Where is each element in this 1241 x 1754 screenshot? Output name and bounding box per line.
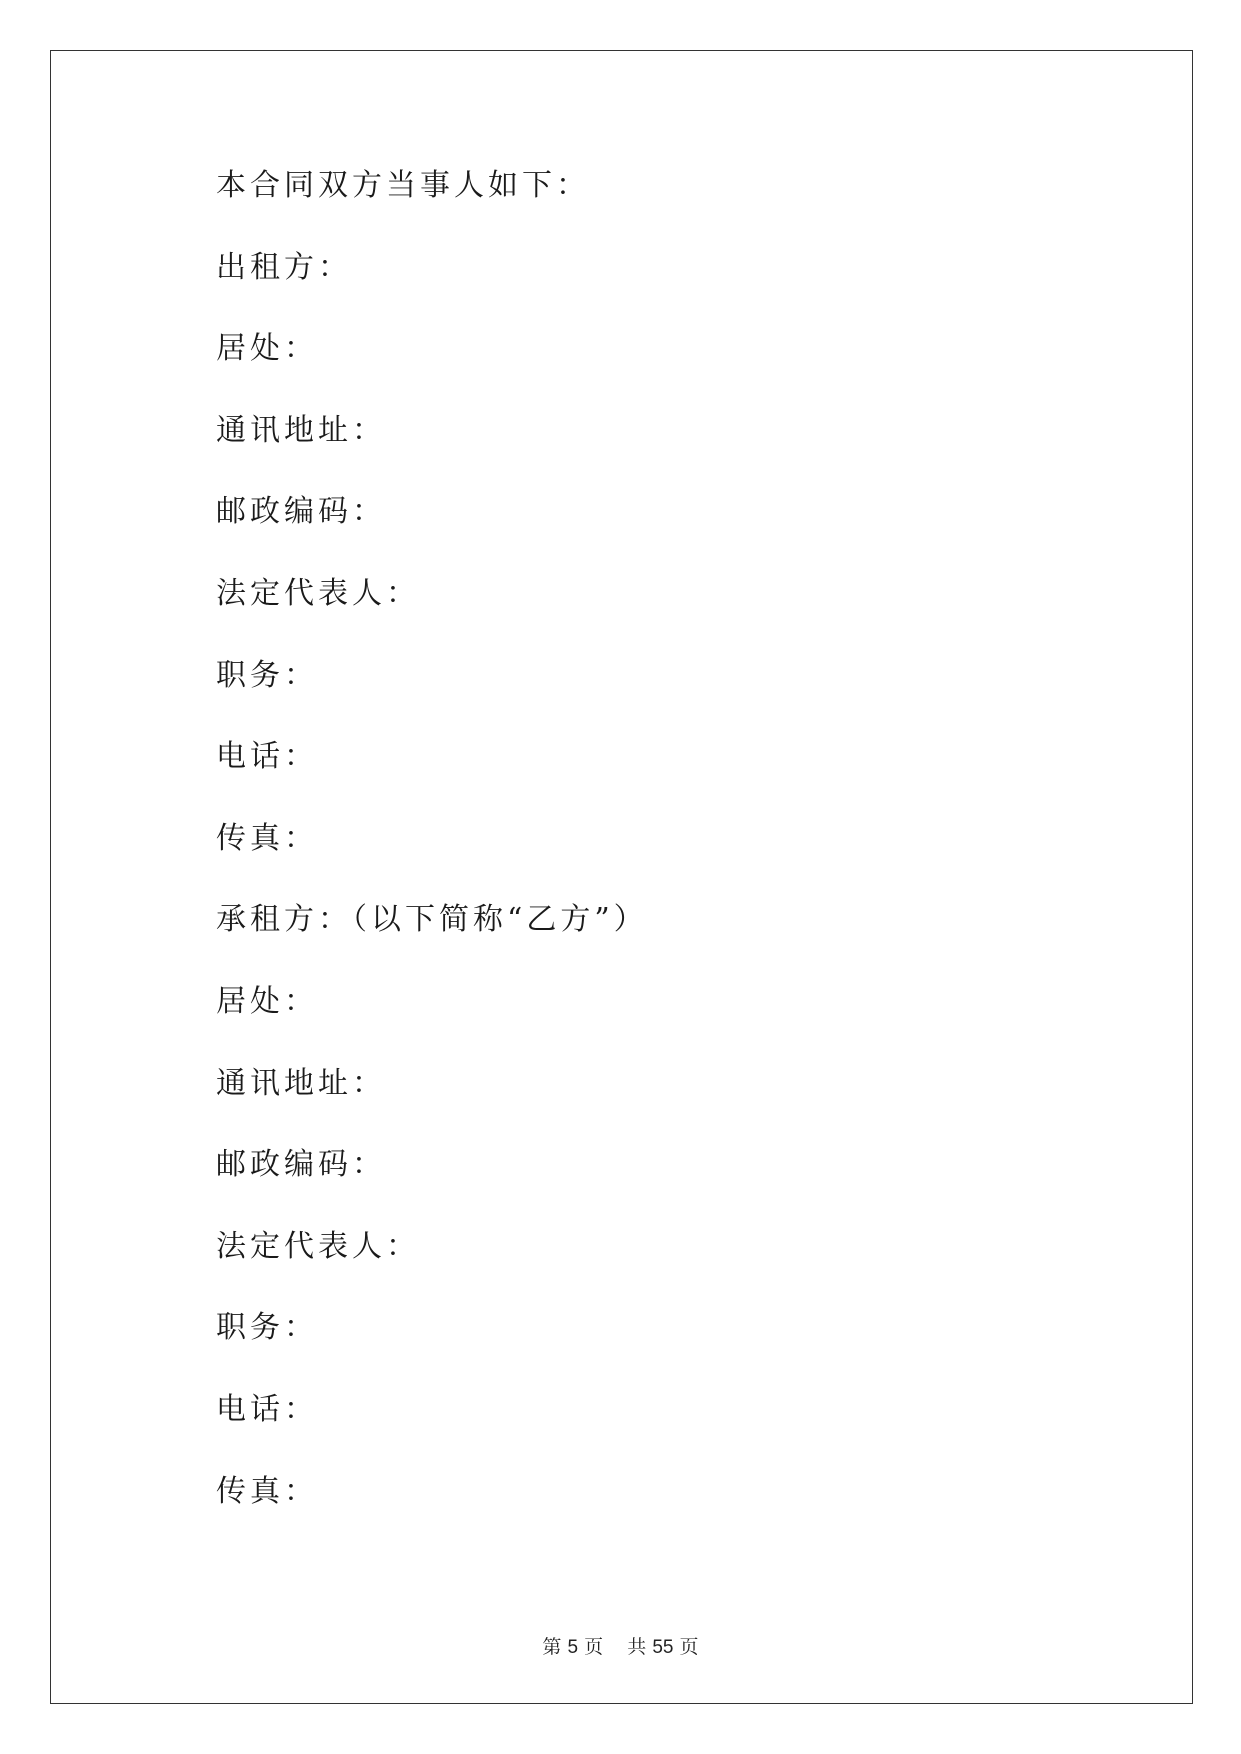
lessee-residence-label: 居处： [216, 983, 318, 1019]
page-prefix: 第 [542, 1636, 562, 1658]
intro-line: 本合同双方当事人如下： [216, 168, 590, 203]
page-suffix: 页 [584, 1636, 604, 1658]
lessor-address-label: 通讯地址： [216, 412, 386, 448]
lessor-postcode-label: 邮政编码： [216, 494, 386, 530]
lessor-position-label: 职务： [216, 657, 318, 693]
lessee-address-label: 通讯地址： [216, 1065, 386, 1101]
page-number: 5 [567, 1637, 579, 1658]
lessee-postcode-label: 邮政编码： [216, 1147, 386, 1183]
total-suffix: 页 [679, 1636, 699, 1658]
total-pages: 55 [652, 1637, 674, 1658]
lessor-legal-rep-label: 法定代表人： [216, 575, 420, 611]
lessor-fax-label: 传真： [216, 820, 318, 856]
lessee-label: 承租方：（以下简称“乙方”） [216, 902, 648, 938]
page-footer [0, 1632, 1241, 1659]
lessee-fax-label: 传真： [216, 1473, 318, 1509]
lessor-label: 出租方： [216, 249, 352, 285]
lessor-phone-label: 电话： [216, 739, 318, 775]
lessor-residence-label: 居处： [216, 331, 318, 367]
lessee-phone-label: 电话： [216, 1391, 318, 1427]
lessee-legal-rep-label: 法定代表人： [216, 1228, 420, 1264]
contract-parties-section [216, 168, 648, 1555]
total-prefix: 共 [627, 1636, 647, 1658]
lessee-position-label: 职务： [216, 1310, 318, 1346]
